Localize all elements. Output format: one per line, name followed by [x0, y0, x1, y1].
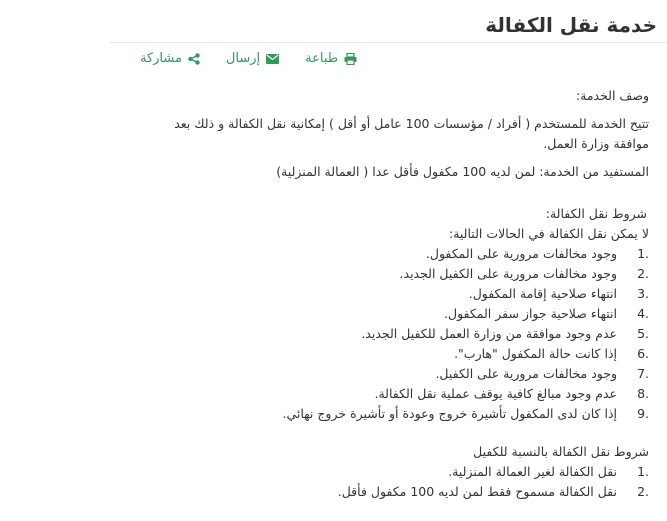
send-button[interactable] [226, 51, 279, 66]
printer-icon [344, 53, 357, 65]
send-label: إرسال [225, 51, 261, 66]
sponsor-conditions-list [159, 462, 649, 502]
list-item-number: 2. [637, 484, 649, 499]
list-item [159, 244, 649, 264]
list-item-text: نقل الكفالة مسموح فقط لمن لديه 100 مكفول فأقل. [337, 484, 617, 499]
list-item [159, 324, 649, 344]
envelope-icon [266, 54, 279, 64]
action-bar [140, 51, 357, 66]
list-item-text: وجود مخالفات مرورية على المكفول. [425, 246, 617, 261]
list-item-text: وجود مخالفات مرورية على الكفيل. [435, 366, 617, 381]
service-content [159, 86, 649, 502]
list-item-number: 2. [637, 266, 649, 281]
share-label: مشاركة [140, 51, 182, 66]
print-button[interactable] [305, 51, 357, 66]
list-item-text: وجود مخالفات مرورية على الكفيل الجديد. [399, 266, 617, 281]
list-item-text: انتهاء صلاحية جواز سفر المكفول. [444, 306, 617, 321]
list-item [159, 384, 649, 404]
conditions-list [159, 244, 649, 424]
list-item-number: 6. [637, 346, 649, 361]
list-item [159, 264, 649, 284]
conditions-label: شروط نقل الكفالة: [545, 206, 647, 221]
list-item-number: 9. [637, 406, 649, 421]
list-item [159, 344, 649, 364]
beneficiary-text: المستفيد من الخدمة: لمن لديه 100 مكفول فأقل عدا ( العمالة المنزلية) [276, 164, 649, 179]
list-item-text: إذا كانت حالة المكفول "هارب". [454, 346, 617, 361]
list-item-number: 5. [637, 326, 649, 341]
conditions-intro: لا يمكن نقل الكفالة في الحالات التالية: [449, 226, 649, 241]
list-item [159, 482, 649, 502]
description-label: وصف الخدمة: [575, 88, 649, 103]
list-item-text: عدم وجود مبالغ كافية يوقف عملية نقل الكفالة. [374, 386, 617, 401]
list-item [159, 304, 649, 324]
list-item-text: نقل الكفالة لغير العمالة المنزلية. [448, 464, 617, 479]
list-item [159, 364, 649, 384]
list-item-text: إذا كان لدى المكفول تأشيرة خروج وعودة أو تأشيرة خروج نهائي. [282, 406, 617, 421]
list-item [159, 404, 649, 424]
list-item-number: 1. [637, 464, 649, 479]
list-item-number: 8. [637, 386, 649, 401]
list-item [159, 462, 649, 482]
title-divider [110, 42, 667, 43]
list-item [159, 284, 649, 304]
share-button[interactable] [140, 51, 200, 66]
sponsor-conditions-label: شروط نقل الكفالة بالنسبة للكفيل [473, 444, 649, 459]
list-item-number: 7. [637, 366, 649, 381]
list-item-number: 3. [637, 286, 649, 301]
share-icon [188, 53, 200, 65]
list-item-number: 1. [637, 246, 649, 261]
print-label: طباعة [305, 51, 339, 66]
list-item-text: انتهاء صلاحية إقامة المكفول. [468, 286, 617, 301]
list-item-text: عدم وجود موافقة من وزارة العمل للكفيل الجديد. [361, 326, 617, 341]
list-item-number: 4. [637, 306, 649, 321]
description-text: تتيح الخدمة للمستخدم ( أفراد / مؤسسات 100 عامل أو أقل ) إمكانية نقل الكفالة و ذلك بعد موافقة وزارة العمل. [174, 116, 649, 151]
page-title: خدمة نقل الكفالة [485, 13, 657, 37]
